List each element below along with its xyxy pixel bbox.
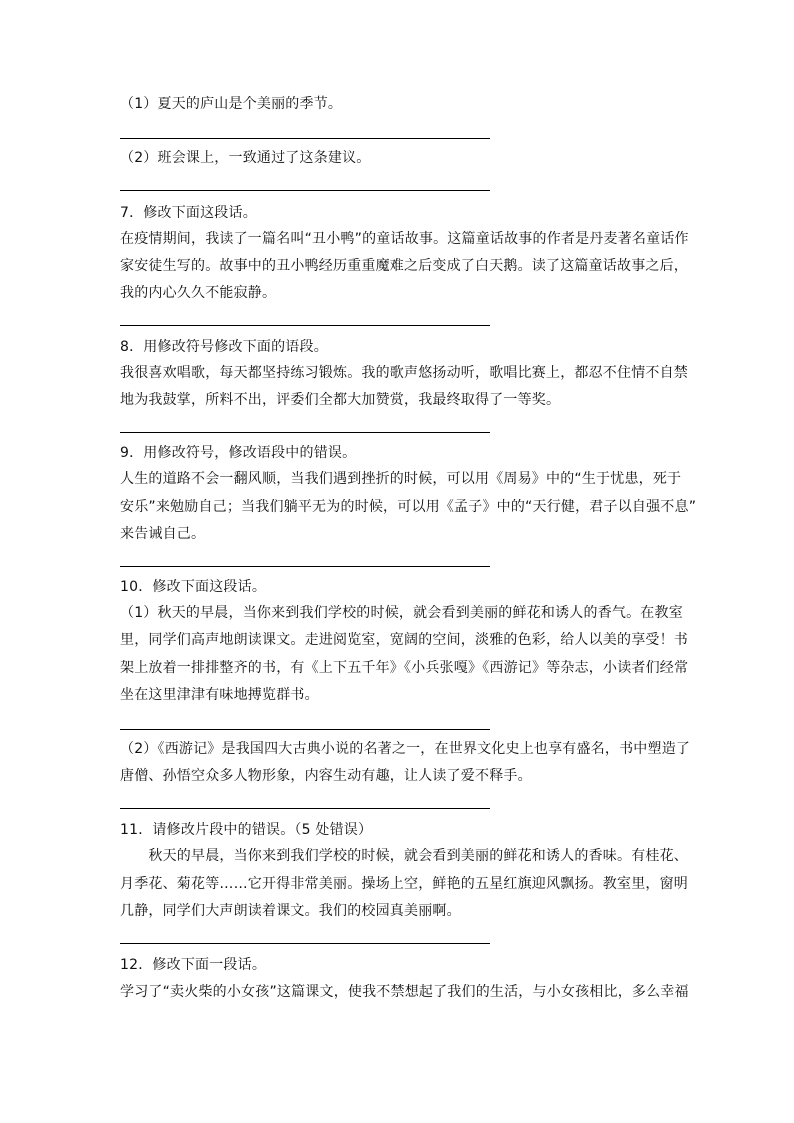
q10-title: 10．修改下面这段话。 <box>120 579 267 595</box>
q11-text-line: 几静，同学们大声朗读着课文。我们的校园真美丽啊。 <box>120 903 461 919</box>
q7-title: 7．修改下面这段话。 <box>120 205 257 221</box>
q9-text-line: 来告诫自己。 <box>120 526 206 542</box>
q11-title: 11．请修改片段中的错误。（5 处错误） <box>120 822 373 838</box>
answer-line <box>120 808 490 809</box>
q12-text-line: 学习了“卖火柴的小女孩”这篇课文，使我不禁想起了我们的生活，与小女孩相比，多么幸福 <box>120 984 689 1000</box>
q6-sentence-2: （2）班会课上，一致通过了这条建议。 <box>120 150 371 166</box>
q9-text-line: 人生的道路不会一翻风顺，当我们遇到挫折的时候，可以用《周易》中的“生于忧患，死于 <box>120 471 682 487</box>
q10-part1-line: 坐在这里津津有味地搏览群书。 <box>120 687 319 703</box>
q10-part1-line: 里，同学们高声地朗读课文。走进阅览室，宽阔的空间，淡雅的色彩，给人以美的享受！书 <box>120 632 688 648</box>
q10-part2-line: 唐僧、孙悟空众多人物形象，内容生动有趣，让人读了爱不释手。 <box>120 768 532 784</box>
q10-part1-line: 架上放着一排排整齐的书，有《上下五千年》《小兵张嘎》《西游记》等杂志，小读者们经常 <box>120 660 689 676</box>
q11-text-line: 月季花、菊花等……它开得非常美丽。操场上空，鲜艳的五星红旗迎风飘扬。教室里，窗明 <box>120 876 688 892</box>
q11-text-line: 秋天的早晨，当你来到我们学校的时候，就会看到美丽的鲜花和诱人的香味。有桂花、 <box>120 848 688 864</box>
q7-text-line: 我的内心久久不能寂静。 <box>120 285 277 301</box>
q9-text-line: 安乐”来勉励自己；当我们躺平无为的时候，可以用《孟子》中的“天行健，君子以自强不息” <box>120 499 697 515</box>
q8-text-line: 地为我鼓掌，所料不出，评委们全都大加赞赏，我最终取得了一等奖。 <box>120 392 561 408</box>
answer-line <box>120 432 490 433</box>
q12-title: 12．修改下面一段话。 <box>120 957 267 973</box>
q7-text-line: 家安徒生写的。故事中的丑小鸭经历重重魔难之后变成了白天鹅。读了这篇童话故事之后， <box>120 258 688 274</box>
q7-text-line: 在疫情期间，我读了一篇名叫“丑小鸭”的童话故事。这篇童话故事的作者是丹麦著名童话作 <box>120 231 689 247</box>
q8-title: 8．用修改符号修改下面的语段。 <box>120 339 328 355</box>
answer-line <box>120 943 490 944</box>
q6-sentence-1: （1）夏天的庐山是个美丽的季节。 <box>120 96 343 112</box>
answer-line <box>120 138 490 139</box>
answer-line <box>120 729 490 730</box>
q10-part1-line: （1）秋天的早晨，当你来到我们学校的时候，就会看到美丽的鲜花和诱人的香气。在教室 <box>120 605 683 621</box>
q10-part2-line: （2）《西游记》是我国四大古典小说的名著之一，在世界文化史上也享有盛名，书中塑造了 <box>120 741 691 757</box>
answer-line <box>120 325 490 326</box>
q8-text-line: 我很喜欢唱歌，每天都坚持练习锻炼。我的歌声悠扬动听，歌唱比赛上，都忍不住情不自禁 <box>120 365 688 381</box>
answer-line <box>120 190 490 191</box>
answer-line <box>120 566 490 567</box>
q9-title: 9．用修改符号，修改语段中的错误。 <box>120 445 357 461</box>
